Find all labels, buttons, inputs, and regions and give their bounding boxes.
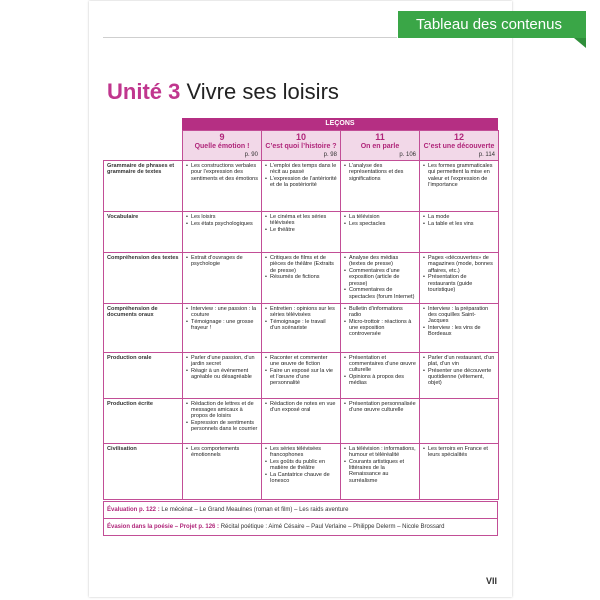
cell-list xyxy=(423,163,495,188)
lesson-header-11 xyxy=(341,131,420,161)
cell-list xyxy=(423,214,495,227)
evasion-page: p. 126 : xyxy=(196,523,221,530)
list-item: • L’expression de l’antériorité et de la postériorité xyxy=(265,176,337,189)
list-item: • La télévision : informations, humour et téléréalité xyxy=(344,446,416,459)
list-item: • La télévision xyxy=(344,214,416,220)
table-cell xyxy=(183,398,262,443)
row-category: Production écrite xyxy=(104,398,183,443)
lesson-num: 12 xyxy=(453,132,464,142)
table-cell xyxy=(341,352,420,398)
list-item: • Faire un exposé sur la vie et l’œuvre d’une personnalité xyxy=(265,368,337,387)
contents-table xyxy=(103,130,499,500)
table-row xyxy=(104,443,499,499)
list-item: • Présenter une découverte quotidienne (vêtement, objet) xyxy=(423,368,495,387)
lesson-title: On en parle xyxy=(360,143,400,150)
table-row xyxy=(104,253,499,304)
table-cell xyxy=(262,212,341,253)
lesson-page: p. 114 xyxy=(478,152,495,158)
list-item: • Les constructions verbales pour l’expression des sentiments et des émotions xyxy=(186,163,258,182)
table-cell xyxy=(262,398,341,443)
table-cell xyxy=(262,352,341,398)
row-category: Production orale xyxy=(104,352,183,398)
table-cell xyxy=(183,253,262,304)
list-item: • Présentation personnalisée d’une œuvre culturelle xyxy=(344,401,416,414)
list-item: • La Cantatrice chauve de Ionesco xyxy=(265,472,337,485)
list-item: • L’emploi des temps dans le récit au passé xyxy=(265,163,337,176)
list-item: • Réagir à un événement agréable ou désagréable xyxy=(186,368,258,381)
cell-list xyxy=(186,214,258,227)
list-item: • Témoignage : une grosse frayeur ! xyxy=(186,319,258,332)
cell-list xyxy=(344,355,416,387)
lesson-title: C’est une découverte xyxy=(423,143,495,150)
list-item: • Les formes grammaticales qui permettent la mise en valeur et l’expression de l’importance xyxy=(423,163,495,188)
cell-list xyxy=(344,214,416,227)
lesson-page: p. 90 xyxy=(244,152,258,158)
list-item: • Parler d’un restaurant, d’un plat, d’un vin xyxy=(423,355,495,368)
cell-list xyxy=(265,355,337,387)
lesson-header-9 xyxy=(183,131,262,161)
table-cell xyxy=(183,443,262,499)
lesson-title: C’est quoi l’histoire ? xyxy=(265,143,337,150)
cell-list xyxy=(265,446,337,485)
table-cell xyxy=(262,303,341,352)
list-item: • Témoignage : le travail d’un scénariste xyxy=(265,319,337,332)
evaluation-text: Le mécénat – Le Grand Meaulnes (roman et film) – Les raids aventure xyxy=(161,506,349,513)
table-cell xyxy=(183,212,262,253)
table-row xyxy=(104,161,499,212)
unit-heading xyxy=(107,79,339,105)
table-cell xyxy=(420,398,499,443)
list-item: • Bulletin d’informations radio xyxy=(344,306,416,319)
list-item: • Opinions à propos des médias xyxy=(344,374,416,387)
table-cell xyxy=(341,161,420,212)
table-cell xyxy=(341,443,420,499)
list-item: • Pages «découvertes» de magazines (mode, bonnes affaires, etc.) xyxy=(423,255,495,274)
table-cell xyxy=(183,352,262,398)
lesson-header-row xyxy=(104,131,499,161)
lesson-header-12 xyxy=(420,131,499,161)
list-item: • Les goûts du public en matière de théâtre xyxy=(265,459,337,472)
table-cell xyxy=(420,352,499,398)
row-category: Grammaire de phrases et grammaire de textes xyxy=(104,161,183,212)
cell-list xyxy=(186,355,258,381)
banner-fold xyxy=(574,38,586,48)
evasion-text: Récital poétique : Aimé Césaire – Paul Verlaine – Philippe Delerm – Nicole Brossard xyxy=(220,523,445,530)
row-category: Vocabulaire xyxy=(104,212,183,253)
list-item: • Raconter et commenter une œuvre de fiction xyxy=(265,355,337,368)
cell-list xyxy=(423,446,495,459)
lecons-header: LEÇONS xyxy=(182,118,498,130)
cell-list xyxy=(186,446,258,459)
table-cell xyxy=(341,253,420,304)
cell-list xyxy=(344,255,416,300)
list-item: • La mode xyxy=(423,214,495,220)
table-cell xyxy=(341,398,420,443)
section-banner-label: Tableau des contenus xyxy=(416,16,562,33)
list-item: • Interview : la préparation des coquilles Saint-Jacques xyxy=(423,306,495,325)
row-category: Civilisation xyxy=(104,443,183,499)
table-cell xyxy=(341,212,420,253)
row-category: Compréhension des textes xyxy=(104,253,183,304)
list-item: • Les comportements émotionnels xyxy=(186,446,258,459)
table-cell xyxy=(420,161,499,212)
lesson-num: 9 xyxy=(219,132,225,142)
table-cell xyxy=(262,161,341,212)
table-row xyxy=(104,398,499,443)
list-item: • Extrait d’ouvrages de psychologie xyxy=(186,255,258,268)
list-item: • Présentation et commentaires d’une œuvre culturelle xyxy=(344,355,416,374)
cell-list xyxy=(186,401,258,433)
table-cell xyxy=(262,253,341,304)
cell-list xyxy=(265,306,337,332)
table-row xyxy=(104,212,499,253)
cell-list xyxy=(186,306,258,332)
table-cell xyxy=(183,161,262,212)
list-item: • Le cinéma et les séries télévisées xyxy=(265,214,337,227)
lesson-page: p. 98 xyxy=(323,152,337,158)
cell-list xyxy=(344,306,416,338)
list-item: • Les séries télévisées francophones xyxy=(265,446,337,459)
list-item: • Critiques de films et de pièces de théâtre (Extraits de presse) xyxy=(265,255,337,274)
cell-list xyxy=(423,255,495,293)
lesson-num: 11 xyxy=(375,132,385,142)
list-item: • Analyse des médias (textes de presse) xyxy=(344,255,416,268)
cell-list xyxy=(186,163,258,182)
lesson-num: 10 xyxy=(295,132,306,142)
cell-list xyxy=(186,255,258,268)
cell-list xyxy=(344,446,416,484)
list-item: • Parler d’une passion, d’un jardin secret xyxy=(186,355,258,368)
list-item: • Entretien : opinions sur les séries télévisées xyxy=(265,306,337,319)
cell-list xyxy=(265,163,337,189)
table-row xyxy=(104,303,499,352)
cell-list xyxy=(344,163,416,182)
list-item: • L’analyse des représentations et des significations xyxy=(344,163,416,182)
unit-number: Unité 3 xyxy=(107,79,181,104)
table-cell xyxy=(420,443,499,499)
lesson-title: Quelle émotion ! xyxy=(194,143,250,150)
page-number: VII xyxy=(486,576,498,586)
document-page xyxy=(89,1,562,597)
list-item: • Présentation de restaurants (guide touristique) xyxy=(423,274,495,293)
header-rule xyxy=(103,37,397,38)
lesson-header-10 xyxy=(262,131,341,161)
section-banner xyxy=(398,11,586,38)
table-cell xyxy=(420,253,499,304)
list-item: • Commentaires de spectacles (forum Internet) xyxy=(344,287,416,300)
table-cell xyxy=(420,303,499,352)
evaluation-label: Évaluation xyxy=(107,506,138,513)
list-item: • Les terroirs en France et leurs spécialités xyxy=(423,446,495,459)
unit-title: Vivre ses loisirs xyxy=(186,79,339,104)
list-item: • La table et les vins xyxy=(423,221,495,227)
table-corner xyxy=(104,131,183,161)
contents-table-area xyxy=(103,118,498,536)
evaluation-page: p. 122 : xyxy=(137,506,162,513)
list-item: • Interview : une passion : la couture xyxy=(186,306,258,319)
list-item: • Les loisirs xyxy=(186,214,258,220)
table-cell xyxy=(183,303,262,352)
list-item: • Les états psychologiques xyxy=(186,221,258,227)
table-row xyxy=(104,352,499,398)
list-item: • Interview : les vins de Bordeaux xyxy=(423,325,495,338)
table-cell xyxy=(341,303,420,352)
cell-list xyxy=(265,255,337,281)
cell-list xyxy=(265,214,337,233)
list-item: • Rédaction de lettres et de messages amicaux à propos de loisirs xyxy=(186,401,258,420)
list-item: • Expression de sentiments personnels dans le courrier xyxy=(186,420,258,433)
list-item: • Courants artistiques et littéraires de la Renaissance au surréalisme xyxy=(344,459,416,484)
list-item: • Le théâtre xyxy=(265,227,337,233)
evasion-row xyxy=(103,519,498,536)
cell-list xyxy=(344,401,416,414)
row-category: Compréhension de documents oraux xyxy=(104,303,183,352)
cell-list xyxy=(265,401,337,414)
list-item: • Commentaires d’une exposition (article de presse) xyxy=(344,268,416,287)
lesson-page: p. 106 xyxy=(399,152,416,158)
list-item: • Résumés de fictions xyxy=(265,274,337,280)
evasion-label: Évasion dans la poésie – Projet xyxy=(107,523,197,530)
list-item: • Rédaction de notes en vue d’un exposé oral xyxy=(265,401,337,414)
cell-list xyxy=(423,306,495,338)
table-cell xyxy=(262,443,341,499)
cell-list xyxy=(423,355,495,387)
list-item: • Micro-trottoir : réactions à une exposition controversée xyxy=(344,319,416,338)
table-cell xyxy=(420,212,499,253)
evaluation-row xyxy=(103,501,498,519)
list-item: • Les spectacles xyxy=(344,221,416,227)
